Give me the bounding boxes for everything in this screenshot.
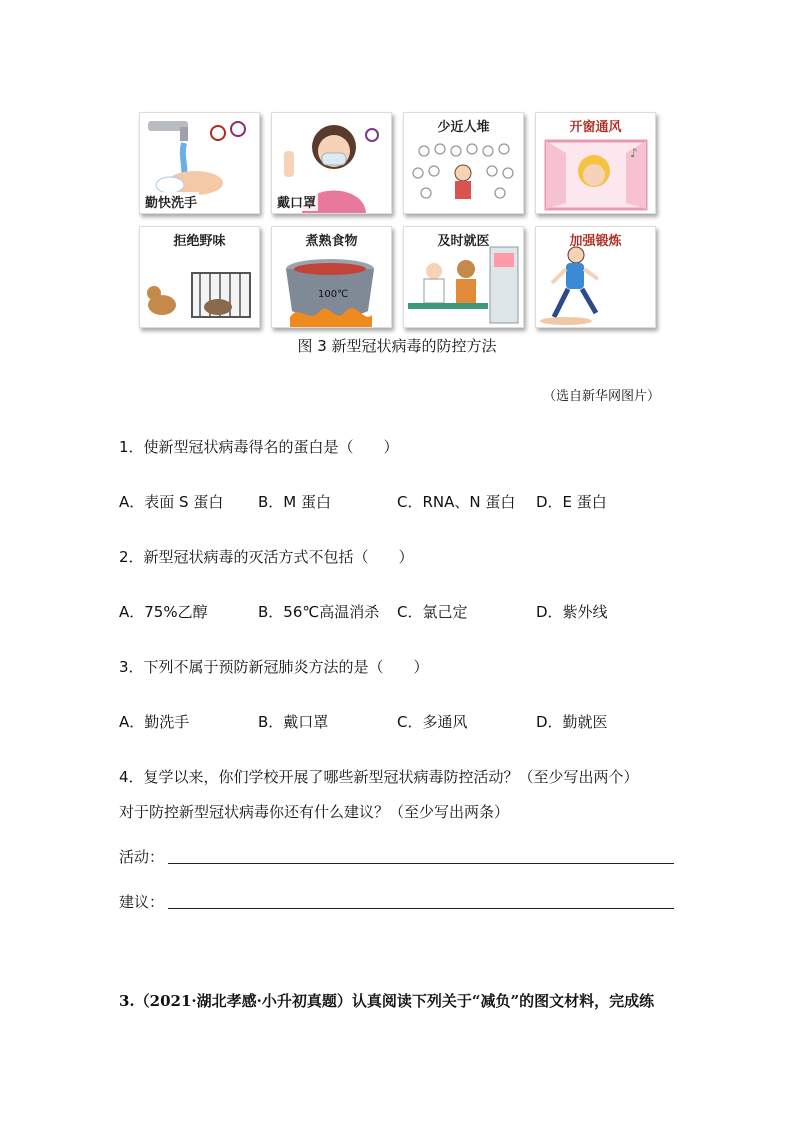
activity-answer-line[interactable] [168,863,674,864]
tile-label: 开窗通风 [569,120,622,135]
tile-label: 勤快洗手 [143,192,199,211]
tile-refuse-wildlife [139,226,260,328]
activity-label: 活动： [119,848,165,866]
question-3-option-d[interactable]: D．勤就医 [536,713,608,731]
tile-wash-hands [139,112,260,214]
image-source: （选自新华网图片） [542,389,660,404]
tile-label: 少近人堆 [437,120,490,135]
question-1-option-b[interactable]: B．M 蛋白 [258,493,332,511]
figure-caption: 图 3 新型冠状病毒的防控方法 [297,337,497,355]
question-3-option-c[interactable]: C．多通风 [397,713,468,731]
question-1-stem: 1．使新型冠状病毒得名的蛋白是（ ） [119,438,399,456]
tile-label: 及时就医 [437,234,490,249]
tile-see-doctor [403,226,524,328]
question-1-option-d[interactable]: D．E 蛋白 [536,493,607,511]
tile-label: 戴口罩 [275,192,318,211]
thermo-text: 100℃ [318,289,349,300]
prevention-image-grid [139,112,655,326]
question-3-option-b[interactable]: B．戴口罩 [258,713,329,731]
question-2-option-b[interactable]: B．56℃高温消杀 [258,603,380,621]
tile-label: 拒绝野味 [173,234,226,249]
question-2-option-c[interactable]: C．氯己定 [397,603,468,621]
question-2-option-a[interactable]: A．75%乙醇 [119,603,208,621]
question-4-line-1: 4．复学以来，你们学校开展了哪些新型冠状病毒防控活动？（至少写出两个） [119,768,639,786]
suggestion-label: 建议： [119,893,165,911]
tile-mask [271,112,392,214]
question-3-option-a[interactable]: A．勤洗手 [119,713,190,731]
tile-exercise [535,226,656,328]
svg-text:♪: ♪ [630,146,638,160]
question-2-option-d[interactable]: D．紫外线 [536,603,608,621]
suggestion-answer-line[interactable] [168,908,674,909]
question-2-stem: 2．新型冠状病毒的灭活方式不包括（ ） [119,548,414,566]
question-1-option-c[interactable]: C．RNA、N 蛋白 [397,493,516,511]
tile-avoid-crowds [403,112,524,214]
question-3-stem: 3．下列不属于预防新冠肺炎方法的是（ ） [119,658,429,676]
tile-cook-food [271,226,392,328]
question-1-option-a[interactable]: A．表面 S 蛋白 [119,493,224,511]
question-4-line-2: 对于防控新型冠状病毒你还有什么建议？（至少写出两条） [119,803,510,821]
tile-label: 加强锻炼 [569,234,622,249]
tile-open-window [535,112,656,214]
tile-label: 煮熟食物 [305,234,358,249]
next-question-heading: 3.（2021·湖北孝感·小升初真题）认真阅读下列关于“减负”的图文材料，完成练 [119,992,655,1010]
